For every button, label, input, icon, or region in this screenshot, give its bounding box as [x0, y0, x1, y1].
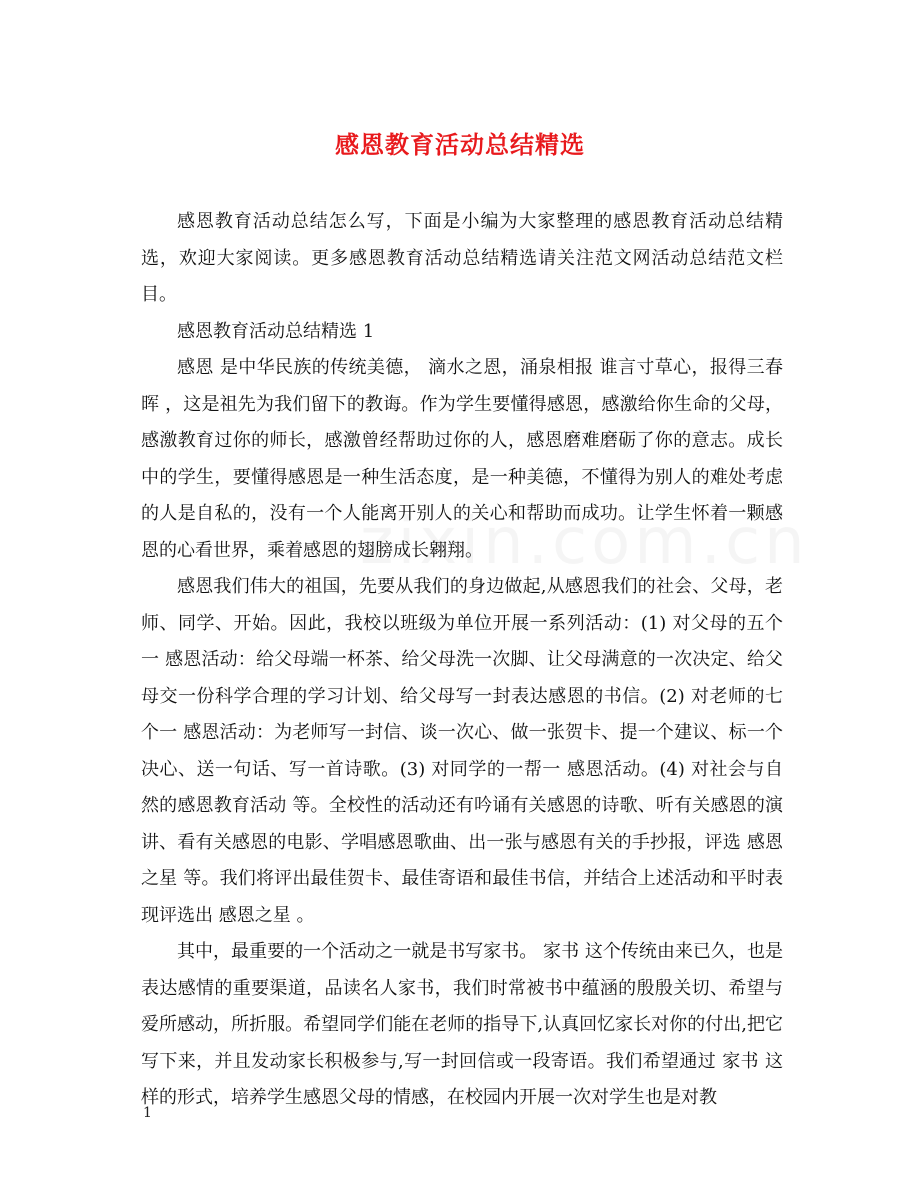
document-title: 感恩教育活动总结精选 [335, 131, 585, 159]
body-paragraph: 感恩我们伟大的祖国，先要从我们的身边做起,从感恩我们的社会、父母，老师、同学、开始。因此，我校以班级为单位开展一系列活动：(1) 对父母的五个一 感恩活动：给父母端一杯茶、给父母洗一次脚、让父母满意的一次决定、给父母交一份科学合理的学习计划、给父母写一封表达感恩的书信。(2) 对老师的七个一 感恩活动：为老师写一封信、谈一次心、做一张贺卡、提一个建议、标一个决心、送一句话、写一首诗歌。(3) 对同学的一帮一 感恩活动。(4) 对社会与自然的感恩教育活动 等。全校性的活动还有吟诵有关感恩的诗歌、听有关感恩的演讲、看有关感恩的电影、学唱感恩歌曲、出一张与感恩有关的手抄报，评选 感恩之星 等。我们将评出最佳贺卡、最佳寄语和最佳书信，并结合上述活动和平时表现评选出 感恩之星 。 [141, 576, 783, 926]
document-body [141, 204, 783, 1117]
page-number: 1 [143, 1105, 152, 1121]
intro-paragraph: 感恩教育活动总结怎么写，下面是小编为大家整理的感恩教育活动总结精选，欢迎大家阅读。更多感恩教育活动总结精选请关注范文网活动总结范文栏目。 [141, 211, 783, 305]
body-paragraph: 其中，最重要的一个活动之一就是书写家书。 家书 这个传统由来已久，也是表达感情的重要渠道，品读名人家书，我们时常被书中蕴涵的殷殷关切、希望与爱所感动，所折服。希望同学们能在老师的指导下,认真回忆家长对你的付出,把它写下来，并且发动家长积极参与,写一封回信或一段寄语。我们希望通过 家书 这样的形式，培养学生感恩父母的情感，在校园内开展一次对学生也是对教 [141, 941, 783, 1108]
section-heading: 感恩教育活动总结精选 1 [177, 320, 375, 342]
body-paragraph: 感恩 是中华民族的传统美德， 滴水之恩，涌泉相报 谁言寸草心，报得三春晖 ，这是祖先为我们留下的教诲。作为学生要懂得感恩，感激给你生命的父母，感激教育过你的师长，感激曾经帮助过你的人，感恩磨难磨砺了你的意志。成长中的学生，要懂得感恩是一种生活态度，是一种美德，不懂得为别人的难处考虑的人是自私的，没有一个人能离开别人的关心和帮助而成功。让学生怀着一颗感恩的心看世界，乘着感恩的翅膀成长翱翔。 [141, 357, 783, 561]
